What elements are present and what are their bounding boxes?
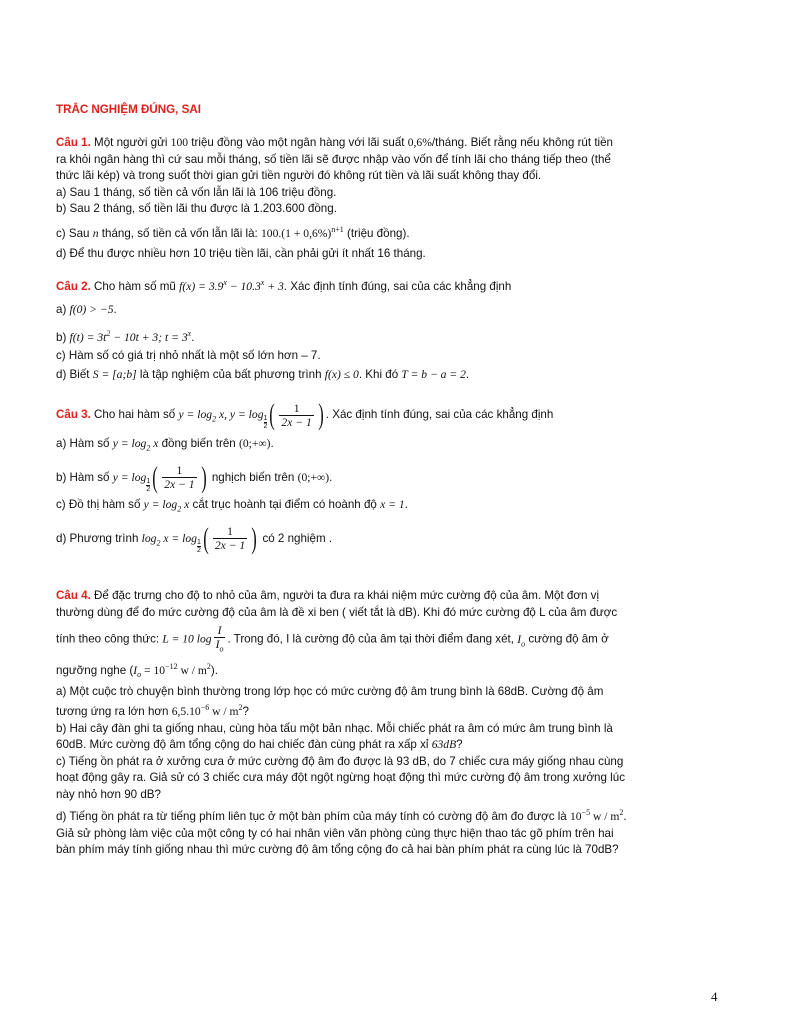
q1-option-d: d) Để thu được nhiều hơn 10 triệu tiền lãi, cần phải gửi ít nhất 16 tháng. [56,246,426,260]
q4-option-a: a) Một cuộc trò chuyện bình thường trong lớp học có mức cường độ âm trung bình là 68dB. Cường độ âm [56,684,604,698]
q4-option-d: d) Tiếng ồn phát ra từ tiếng phím liên tục ở một bàn phím của máy tính có cường độ âm đo được là $10^{-5}$ w / $m^2$. [56,808,627,824]
q4-option-c: c) Tiếng ồn phát ra ở xưởng cưa ở mức cường độ âm đo được là 93 dB, do 7 chiếc cưa máy giống nhau cùng [56,754,624,768]
q3-option-c: c) Đồ thị hàm số $y = \log_2 x$ cắt trục hoành tại điểm có hoành độ x = 1. [56,497,408,514]
question-1: Câu 1. Một người gửi 100 triệu đồng vào một ngân hàng với lãi suất 0,6%/tháng. Biết rằng nếu không rút tiền ra khỏi ngân hàng thì cứ sau mỗi tháng, số tiền lãi sẽ được nhập vào vốn để tính lãi cho tháng tiếp theo (thể thức lãi kép) và trong suốt thời gian gửi tiền người đó không rút tiền và lãi suất không thay đổi. a) Sau 1 tháng, số tiền cả vốn lẫn lãi là 106 triệu đồng. b) Sau 2 tháng, số tiền lãi thu được là 1.203.600 đồng. c) Sau n tháng, số tiền cả vốn lẫn lãi là: $100.(1 + 0,6\%)^{n+1}$ (triệu đồng). d) Để thu được nhiều hơn 10 triệu tiền lãi, cần phải gửi ít nhất 16 tháng. [56,135,728,262]
q3-option-d: d) Phương trình $\log_2 x = \log$ $_{\frac{1}{2}}$ ( $\frac{1}{2x - 1}$ ) có 2 nghiệm . [56,521,333,555]
section-title: TRẮC NGHIỆM ĐÚNG, SAI [56,103,201,116]
q3-option-b: b) Hàm số y = log $_{\frac{1}{2}}$ ( $\frac{1}{2x - 1}$ ) nghịch biến trên (0;+∞). [56,460,333,494]
q2-option-a: a) f(0) > −5. [56,303,117,317]
q2-option-d: d) Biết S = [a;b] là tập nghiệm của bất phương trình f(x) ≤ 0. Khi đó T = b − a = 2. [56,367,470,381]
q2-option-b: b) $f(t) = 3t^2 - 10t + 3$; $t = 3^x$. [56,328,195,344]
q4-option-b: b) Hai cây đàn ghi ta giống nhau, cùng hòa tấu một bản nhạc. Mỗi chiếc phát ra âm có mức âm trung bình là [56,721,613,735]
q1-option-c: c) Sau n tháng, số tiền cả vốn lẫn lãi là: $100.(1 + 0,6\%)^{n+1}$ (triệu đồng). [56,224,410,240]
question-2: Câu 2. Cho hàm số mũ $f(x) = 3.9^x - 10.3^x + 3$. Xác định tính đúng, sai của các khẳng định a) f(0) > −5. b) $f(t) = 3t^2 - 10t + 3$; $t = 3^x$. c) Hàm số có giá trị nhỏ nhất là một số lớn hơn – 7. d) Biết S = [a;b] là tập nghiệm của bất phương trình f(x) ≤ 0. Khi đó T = b − a = 2. [56,275,728,383]
question-4: Câu 4. Để đặc trưng cho độ to nhỏ của âm, người ta đưa ra khái niệm mức cường độ của âm. Một đơn vị thường dùng để đo mức cường độ của âm là đề xi ben ( viết tắt là dB). Khi đó mức cường độ L của âm được tính theo công thức: L = 10 log $\frac{I}{I_o}$ . Trong đó, I là cường độ của âm tại thời điểm đang xét, $I_o$ cường độ âm ở ngưỡng nghe ($I_o = 10^{-12}$ w / $m^2$). a) Một cuộc trò chuyện bình thường trong lớp học có mức cường độ âm trung bình là 68dB. Cường độ âm tương ứng ra lớn hơn $6,5.10^{-6}$ w / $m^2$? b) Hai cây đàn ghi ta giống nhau, cùng hòa tấu một bản nhạc. Mỗi chiếc phát ra âm có mức âm trung bình là 60dB. Mức cường độ âm tổng cộng do hai chiếc đàn cùng phát ra xấp xỉ 63dB? c) Tiếng ồn phát ra ở xưởng cưa ở mức cường độ âm đo được là 93 dB, do 7 chiếc cưa máy giống nhau cùng hoạt động gây ra. Giả sử có 3 chiếc cưa máy đột ngột ngừng hoạt động thì mức cường độ âm trong xưởng lúc này nhỏ hơn 90 dB? d) Tiếng ồn phát ra từ tiếng phím liên tục ở một bàn phím của máy tính có cường độ âm đo được là $10^{-5}$ w / $m^2$. Giả sử phòng làm việc của một công ty có hai nhân viên văn phòng cùng thực hiện thao tác gõ phím trên hai bàn phím máy tính giống nhau thì mức cường độ âm tổng cộng đo cả hai bàn phím phát ra cùng lúc là 70dB? [56,588,728,859]
q2-label: Câu 2. [56,279,91,293]
q2-option-c: c) Hàm số có giá trị nhỏ nhất là một số lớn hơn – 7. [56,349,321,363]
q1-option-a: a) Sau 1 tháng, số tiền cả vốn lẫn lãi là 106 triệu đồng. [56,185,337,199]
question-3: Câu 3. Cho hai hàm số $y = \log_2 x$, y = log $_{\frac{1}{2}}$ ( $\frac{1}{2x - 1}$ ) . Xác định tính đúng, sai của các khẳng định a) Hàm số $y = \log_2 x$ đồng biến trên (0;+∞). b) Hàm số y = log $_{\frac{1}{2}}$ ( $\frac{1}{2x - 1}$ ) nghịch biến trên (0;+∞). c) Đồ thị hàm số $y = \log_2 x$ cắt trục hoành tại điểm có hoành độ x = 1. d) Phương trình $\log_2 x = \log$ $_{\frac{1}{2}}$ ( $\frac{1}{2x - 1}$ ) có 2 nghiệm . [56,400,728,554]
q3-option-a: a) Hàm số $y = \log_2 x$ đồng biến trên (0;+∞). [56,437,274,453]
q1-label: Câu 1. [56,136,91,149]
q3-label: Câu 3. [56,408,91,422]
q1-option-b: b) Sau 2 tháng, số tiền lãi thu được là 1.203.600 đồng. [56,202,337,215]
q4-label: Câu 4. [56,589,91,602]
page-number: 4 [711,989,718,1004]
